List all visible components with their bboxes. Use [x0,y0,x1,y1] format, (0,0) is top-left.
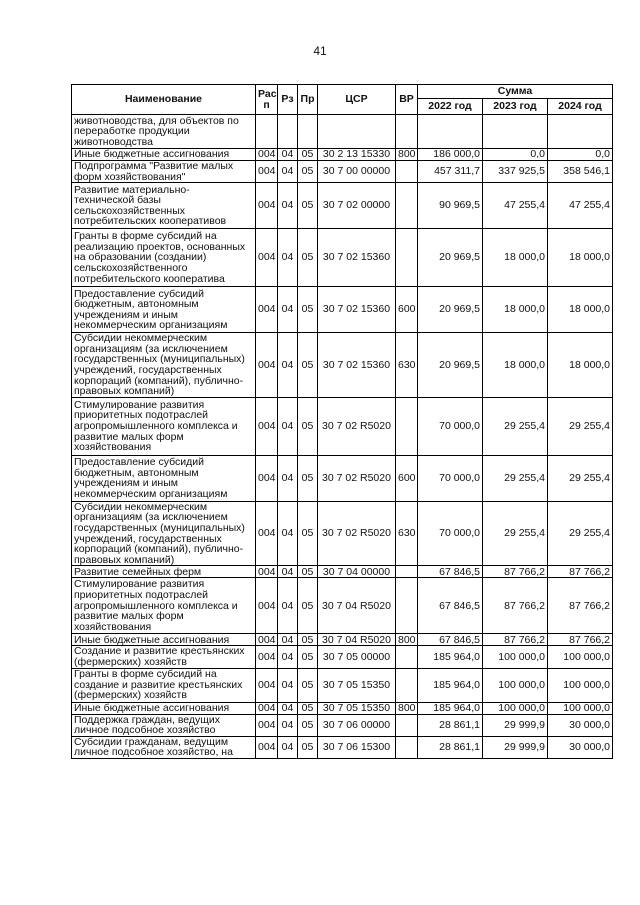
row-rz: 04 [278,149,298,161]
row-ras: 004 [256,183,278,229]
table-row [72,333,613,398]
row-rz: 04 [278,646,298,668]
row-pr: 05 [298,714,318,736]
row-csr: 30 7 04 R5020 [318,634,396,646]
table-row [72,183,613,229]
row-amount-2022: 185 964,0 [418,702,483,714]
row-csr: 30 7 05 00000 [318,646,396,668]
row-csr: 30 7 05 15350 [318,702,396,714]
row-name: Стимулирование развития приоритетных подотраслей агропромышленного комплекса и развитие малых форм хозяйствования [72,397,256,455]
row-rz: 04 [278,287,298,333]
row-csr: 30 2 13 15330 [318,149,396,161]
row-ras: 004 [256,333,278,398]
row-name: Подпрограмма "Развитие малых форм хозяйствования" [72,161,256,183]
row-amount-2024: 87 766,2 [548,578,613,634]
row-amount-2023: 87 766,2 [483,566,548,578]
row-amount-2023: 87 766,2 [483,578,548,634]
budget-table [71,84,613,759]
table-row [72,115,613,149]
page-number: 41 [313,44,327,58]
table-row [72,161,613,183]
row-amount-2023: 29 255,4 [483,455,548,501]
row-amount-2023: 100 000,0 [483,646,548,668]
row-pr: 05 [298,702,318,714]
row-amount-2022: 186 000,0 [418,149,483,161]
row-amount-2024: 47 255,4 [548,183,613,229]
row-pr: 05 [298,183,318,229]
row-name: Гранты в форме субсидий на создание и развитие крестьянских (фермерских) хозяйств [72,668,256,702]
row-vr: 600 [396,287,418,333]
row-ras [256,115,278,149]
row-vr [396,714,418,736]
row-csr [318,115,396,149]
table-row [72,149,613,161]
row-ras: 004 [256,501,278,566]
row-vr: 800 [396,634,418,646]
row-amount-2023: 18 000,0 [483,287,548,333]
row-pr: 05 [298,333,318,398]
row-pr: 05 [298,578,318,634]
row-csr: 30 7 02 15360 [318,287,396,333]
row-amount-2024: 18 000,0 [548,287,613,333]
row-amount-2024: 18 000,0 [548,229,613,287]
table-row [72,455,613,501]
row-csr: 30 7 02 15360 [318,333,396,398]
row-amount-2023: 337 925,5 [483,161,548,183]
row-amount-2022: 185 964,0 [418,668,483,702]
row-name: Гранты в форме субсидий на реализацию проектов, основанных на образовании (создании) сельскохозяйственного потребительского кооператива [72,229,256,287]
row-vr [396,115,418,149]
row-name: Субсидии гражданам, ведущим личное подсобное хозяйство, на [72,736,256,758]
row-pr: 05 [298,397,318,455]
row-pr: 05 [298,566,318,578]
row-rz: 04 [278,578,298,634]
row-rz: 04 [278,501,298,566]
row-vr [396,566,418,578]
row-vr: 800 [396,702,418,714]
row-pr: 05 [298,501,318,566]
row-csr: 30 7 06 00000 [318,714,396,736]
row-rz: 04 [278,634,298,646]
row-amount-2024: 18 000,0 [548,333,613,398]
row-amount-2022: 20 969,5 [418,229,483,287]
row-amount-2023: 100 000,0 [483,668,548,702]
header-ras: Рас п [256,85,278,115]
header-year-2024: 2024 год [548,99,613,115]
row-amount-2024: 87 766,2 [548,634,613,646]
row-ras: 004 [256,646,278,668]
row-name: Иные бюджетные ассигнования [72,149,256,161]
header-pr: Пр [298,85,318,115]
row-pr: 05 [298,646,318,668]
row-name: Субсидии некоммерческим организациям (за исключением государственных (муниципальных) учреждений, государственных корпораций (компаний), публично- правовых компаний) [72,333,256,398]
table-row [72,634,613,646]
row-name: Создание и развитие крестьянских (фермерских) хозяйств [72,646,256,668]
row-amount-2024: 100 000,0 [548,646,613,668]
row-amount-2022: 457 311,7 [418,161,483,183]
row-ras: 004 [256,229,278,287]
row-vr [396,161,418,183]
row-name: животноводства, для объектов по переработке продукции животноводства [72,115,256,149]
header-name: Наименование [72,85,256,115]
row-pr: 05 [298,161,318,183]
row-name: Предоставление субсидий бюджетным, автономным учреждениям и иным некоммерческим организациям [72,287,256,333]
row-pr: 05 [298,634,318,646]
header-csr: ЦСР [318,85,396,115]
row-amount-2023 [483,115,548,149]
row-pr [298,115,318,149]
row-vr: 630 [396,333,418,398]
row-amount-2023: 18 000,0 [483,333,548,398]
row-pr: 05 [298,287,318,333]
row-csr: 30 7 02 R5020 [318,397,396,455]
row-csr: 30 7 02 00000 [318,183,396,229]
row-vr [396,229,418,287]
row-name: Субсидии некоммерческим организациям (за исключением государственных (муниципальных) учреждений, государственных корпораций (компаний), публично- правовых компаний) [72,501,256,566]
table-row [72,702,613,714]
row-amount-2024 [548,115,613,149]
row-csr: 30 7 04 00000 [318,566,396,578]
row-name: Иные бюджетные ассигнования [72,702,256,714]
row-amount-2024: 100 000,0 [548,702,613,714]
table-row [72,397,613,455]
row-amount-2022: 28 861,1 [418,714,483,736]
row-amount-2022: 185 964,0 [418,646,483,668]
row-ras: 004 [256,455,278,501]
row-amount-2022: 90 969,5 [418,183,483,229]
row-name: Развитие семейных ферм [72,566,256,578]
row-rz: 04 [278,183,298,229]
table-body [72,115,613,759]
row-vr [396,668,418,702]
row-name: Предоставление субсидий бюджетным, автономным учреждениям и иным некоммерческим организациям [72,455,256,501]
row-pr: 05 [298,149,318,161]
table-row [72,646,613,668]
table-row [72,501,613,566]
header-year-2022: 2022 год [418,99,483,115]
row-rz: 04 [278,566,298,578]
row-rz: 04 [278,702,298,714]
row-amount-2023: 29 999,9 [483,736,548,758]
row-amount-2024: 87 766,2 [548,566,613,578]
row-vr [396,183,418,229]
row-rz: 04 [278,161,298,183]
row-vr [396,397,418,455]
table-header [72,85,613,115]
row-rz: 04 [278,397,298,455]
header-rz: Рз [278,85,298,115]
row-amount-2023: 47 255,4 [483,183,548,229]
row-name: Развитие материально- технической базы сельскохозяйственных потребительских кооперативов [72,183,256,229]
header-year-2023: 2023 год [483,99,548,115]
row-ras: 004 [256,566,278,578]
row-amount-2022: 20 969,5 [418,287,483,333]
row-amount-2024: 29 255,4 [548,455,613,501]
row-amount-2024: 100 000,0 [548,668,613,702]
row-amount-2023: 100 000,0 [483,702,548,714]
row-ras: 004 [256,397,278,455]
row-amount-2024: 29 255,4 [548,397,613,455]
row-rz: 04 [278,229,298,287]
row-rz: 04 [278,714,298,736]
row-amount-2022: 67 846,5 [418,566,483,578]
row-ras: 004 [256,161,278,183]
row-ras: 004 [256,287,278,333]
row-ras: 004 [256,736,278,758]
row-vr: 600 [396,455,418,501]
row-amount-2024: 358 546,1 [548,161,613,183]
row-amount-2023: 29 999,9 [483,714,548,736]
header-vr: ВР [396,85,418,115]
row-amount-2022: 20 969,5 [418,333,483,398]
header-summa: Сумма [418,85,613,99]
row-rz [278,115,298,149]
table-row [72,229,613,287]
row-amount-2024: 30 000,0 [548,736,613,758]
row-rz: 04 [278,668,298,702]
row-ras: 004 [256,634,278,646]
row-amount-2023: 18 000,0 [483,229,548,287]
row-rz: 04 [278,736,298,758]
row-amount-2022: 67 846,5 [418,634,483,646]
row-csr: 30 7 02 R5020 [318,455,396,501]
row-vr: 630 [396,501,418,566]
row-pr: 05 [298,229,318,287]
row-vr: 800 [396,149,418,161]
row-pr: 05 [298,455,318,501]
row-amount-2024: 0,0 [548,149,613,161]
row-amount-2023: 0,0 [483,149,548,161]
row-ras: 004 [256,578,278,634]
row-amount-2022: 70 000,0 [418,397,483,455]
table-row [72,668,613,702]
table-row [72,714,613,736]
row-ras: 004 [256,714,278,736]
row-name: Поддержка граждан, ведущих личное подсобное хозяйство [72,714,256,736]
table-row [72,287,613,333]
row-rz: 04 [278,333,298,398]
row-csr: 30 7 05 15350 [318,668,396,702]
row-rz: 04 [278,455,298,501]
row-ras: 004 [256,668,278,702]
row-vr [396,736,418,758]
row-csr: 30 7 02 15360 [318,229,396,287]
row-amount-2022: 67 846,5 [418,578,483,634]
row-amount-2023: 29 255,4 [483,397,548,455]
table-row [72,566,613,578]
row-amount-2023: 29 255,4 [483,501,548,566]
row-pr: 05 [298,668,318,702]
row-amount-2022: 70 000,0 [418,455,483,501]
row-csr: 30 7 02 R5020 [318,501,396,566]
table-row [72,736,613,758]
row-amount-2024: 30 000,0 [548,714,613,736]
row-ras: 004 [256,702,278,714]
row-amount-2022: 28 861,1 [418,736,483,758]
row-csr: 30 7 06 15300 [318,736,396,758]
row-csr: 30 7 00 00000 [318,161,396,183]
row-amount-2023: 87 766,2 [483,634,548,646]
row-amount-2022 [418,115,483,149]
table-row [72,578,613,634]
row-amount-2022: 70 000,0 [418,501,483,566]
row-pr: 05 [298,736,318,758]
row-vr [396,578,418,634]
row-name: Стимулирование развития приоритетных подотраслей агропромышленного комплекса и развитие малых форм хозяйствования [72,578,256,634]
row-vr [396,646,418,668]
row-amount-2024: 29 255,4 [548,501,613,566]
row-ras: 004 [256,149,278,161]
row-csr: 30 7 04 R5020 [318,578,396,634]
row-name: Иные бюджетные ассигнования [72,634,256,646]
